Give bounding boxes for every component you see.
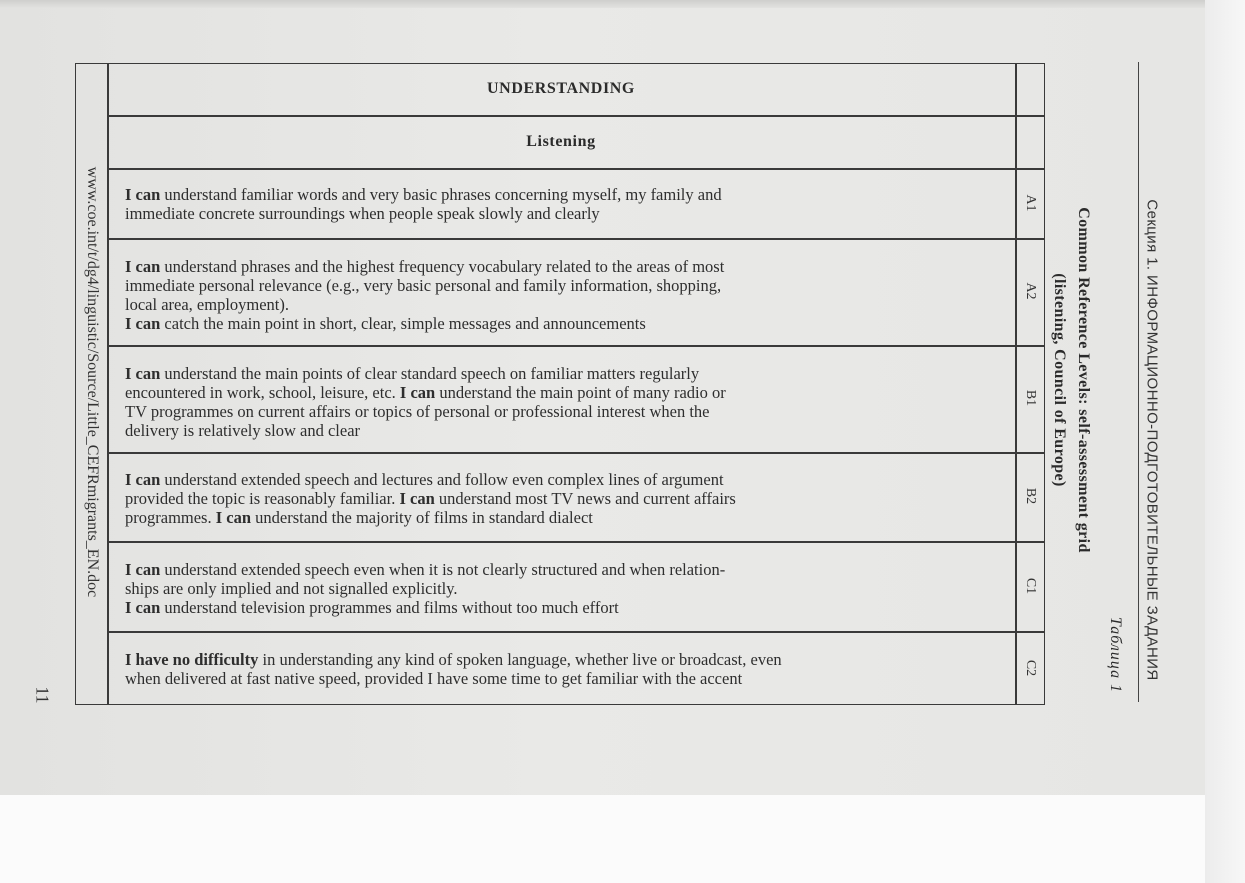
- descriptor-line: [125, 295, 1005, 314]
- descriptor-body: delivery is relatively slow and clear: [125, 421, 361, 440]
- descriptor-line: [125, 383, 1005, 402]
- descriptor-line: [125, 489, 1005, 508]
- page-top-shadow: [0, 0, 1205, 8]
- descriptor-text: [125, 650, 1005, 688]
- descriptor-body: ships are only implied and not signalled explicitly.: [125, 579, 458, 598]
- descriptor-lead: I can: [125, 470, 161, 489]
- descriptor-line: [125, 421, 1005, 440]
- descriptor-body: encountered in work, school, leisure, etc.: [125, 383, 400, 402]
- descriptor-body: understand the majority of films in standard dialect: [251, 508, 593, 527]
- descriptor-body: understand familiar words and very basic phrases concerning myself, my family and: [160, 185, 722, 204]
- level-code: C2: [1023, 659, 1038, 677]
- page-edge: [1205, 0, 1245, 883]
- descriptor-body: immediate concrete surroundings when people speak slowly and clearly: [125, 204, 600, 223]
- table-header: UNDERSTANDING: [487, 80, 635, 97]
- table-rule: [107, 541, 1045, 543]
- descriptor-lead: I can: [215, 508, 252, 527]
- descriptor-line: [125, 650, 1005, 669]
- descriptor-body: local area, employment).: [125, 295, 290, 314]
- page-margin-bottom: [0, 795, 1205, 883]
- descriptor-text: [125, 470, 1005, 527]
- table-divider-left: [107, 63, 109, 705]
- level-code: B2: [1023, 487, 1038, 505]
- descriptor-body: TV programmes on current affairs or topics of personal or professional interest when the: [125, 402, 710, 421]
- descriptor-lead: I can: [399, 489, 435, 508]
- descriptor-line: [125, 257, 1005, 276]
- running-head-rule: [1138, 62, 1139, 702]
- table-label: Таблица 1: [1107, 616, 1124, 694]
- descriptor-body: understand television programmes and films without too much effort: [160, 598, 619, 617]
- descriptor-line: [125, 402, 1005, 421]
- table-rule: [107, 345, 1045, 347]
- table-rule: [107, 631, 1045, 633]
- descriptor-line: [125, 276, 1005, 295]
- descriptor-lead: I have no difficulty: [125, 650, 259, 669]
- descriptor-lead: I can: [125, 364, 161, 383]
- descriptor-body: understand the main point of many radio or: [435, 383, 726, 402]
- table-rule: [107, 238, 1045, 240]
- descriptor-body: when delivered at fast native speed, provided I have some time to get familiar with the accent: [125, 669, 743, 688]
- descriptor-line: [125, 314, 1005, 333]
- table-subtitle: (listening, Council of Europe): [1051, 273, 1068, 487]
- table-divider-right: [1015, 63, 1017, 705]
- descriptor-lead: I can: [125, 257, 161, 276]
- descriptor-text: [125, 185, 1005, 223]
- descriptor-line: [125, 204, 1005, 223]
- descriptor-body: programmes.: [125, 508, 216, 527]
- descriptor-body: understand phrases and the highest frequency vocabulary related to the areas of most: [160, 257, 725, 276]
- descriptor-lead: I can: [125, 185, 161, 204]
- level-code: A2: [1023, 282, 1038, 300]
- table-subheader: Listening: [526, 133, 596, 150]
- table-rule: [107, 452, 1045, 454]
- descriptor-line: [125, 185, 1005, 204]
- descriptor-line: [125, 598, 1005, 617]
- descriptor-body: immediate personal relevance (e.g., very basic personal and family information, shopping,: [125, 276, 722, 295]
- descriptor-line: [125, 560, 1005, 579]
- running-head: Секция 1. ИНФОРМАЦИОННО-ПОДГОТОВИТЕЛЬНЫЕ ЗАДАНИЯ: [1143, 199, 1161, 681]
- descriptor-body: provided the topic is reasonably familiar.: [125, 489, 400, 508]
- descriptor-text: [125, 257, 1005, 333]
- descriptor-body: understand the main points of clear standard speech on familiar matters regularly: [160, 364, 700, 383]
- descriptor-lead: I can: [399, 383, 436, 402]
- level-code: B1: [1023, 389, 1038, 407]
- descriptor-text: [125, 364, 1005, 440]
- descriptor-text: [125, 560, 1005, 617]
- table-rule: [107, 115, 1045, 117]
- table-rule: [107, 168, 1045, 170]
- descriptor-line: [125, 364, 1005, 383]
- descriptor-lead: I can: [125, 560, 161, 579]
- descriptor-line: [125, 508, 1005, 527]
- source-url: www.coe.int/t/dg4/linguistic/Source/Little_CEFRmigrants_EN.doc: [84, 166, 101, 598]
- table-title: Common Reference Levels: self-assessment grid: [1075, 207, 1092, 553]
- level-code: A1: [1023, 194, 1038, 212]
- level-code: C1: [1023, 577, 1038, 595]
- descriptor-body: understand extended speech and lectures and follow even complex lines of argument: [160, 470, 724, 489]
- descriptor-line: [125, 470, 1005, 489]
- page-number: 11: [32, 686, 53, 704]
- descriptor-body: catch the main point in short, clear, simple messages and announcements: [160, 314, 646, 333]
- descriptor-lead: I can: [125, 314, 161, 333]
- descriptor-body: understand extended speech even when it is not clearly structured and when relation-: [160, 560, 726, 579]
- descriptor-lead: I can: [125, 598, 161, 617]
- descriptor-line: [125, 579, 1005, 598]
- descriptor-body: in understanding any kind of spoken language, whether live or broadcast, even: [258, 650, 782, 669]
- descriptor-body: understand most TV news and current affairs: [434, 489, 736, 508]
- descriptor-line: [125, 669, 1005, 688]
